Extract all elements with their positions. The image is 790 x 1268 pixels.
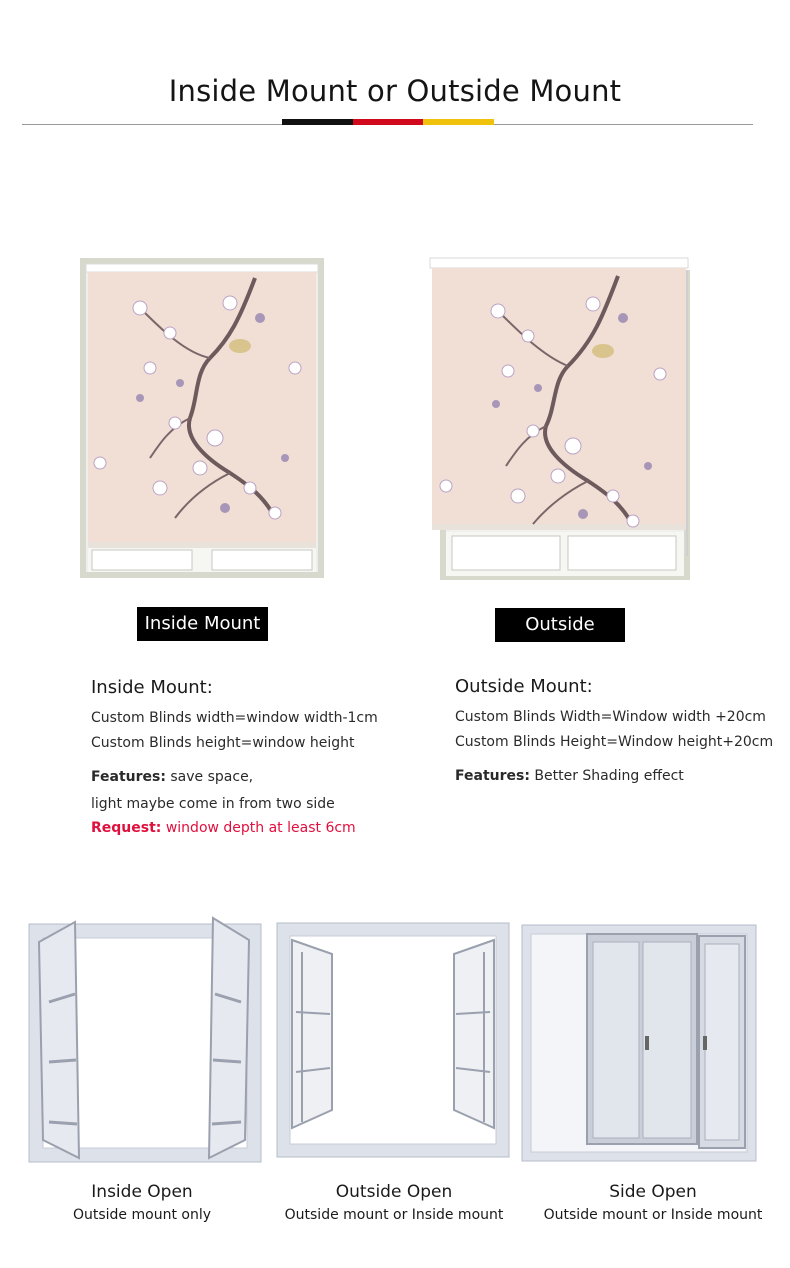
outside-mount-badge: Outside Mount (495, 608, 625, 642)
inside-mount-heading: Inside Mount: (91, 677, 213, 698)
inside-open-subtitle: Outside mount only (72, 1207, 212, 1223)
outside-mount-heading: Outside Mount: (455, 676, 593, 697)
outside-mount-photo (428, 256, 694, 580)
side-open-window-image (521, 924, 757, 1162)
inside-open-title: Inside Open (91, 1182, 193, 1202)
features-label: Features: (91, 769, 166, 785)
outside-mount-width-rule: Custom Blinds Width=Window width +20cm (455, 709, 766, 725)
outside-mount-features (455, 768, 684, 784)
request-label: Request: (91, 820, 162, 836)
inside-mount-photo (80, 258, 324, 578)
flag-stripe-gold (423, 119, 494, 125)
side-open-subtitle: Outside mount or Inside mount (543, 1207, 763, 1223)
inside-mount-width-rule: Custom Blinds width=window width-1cm (91, 710, 378, 726)
outside-mount-height-rule: Custom Blinds Height=Window height+20cm (455, 734, 774, 750)
features-text: save space, (165, 769, 254, 785)
outside-open-subtitle: Outside mount or Inside mount (284, 1207, 504, 1223)
inside-mount-request (91, 820, 356, 836)
flag-stripe-black (282, 119, 353, 125)
inside-mount-badge: Inside Mount (137, 607, 268, 641)
inside-mount-features-line2: light maybe come in from two side (91, 796, 335, 812)
inside-open-window-image (27, 912, 263, 1170)
side-open-title: Side Open (609, 1182, 697, 1202)
outside-open-title: Outside Open (335, 1182, 453, 1202)
outside-open-window-image (276, 922, 510, 1158)
inside-mount-height-rule: Custom Blinds height=window height (91, 735, 355, 751)
flag-stripe-red (353, 119, 424, 125)
request-text: window depth at least 6cm (161, 820, 356, 836)
features-text: Better Shading effect (529, 768, 684, 784)
features-label: Features: (455, 768, 530, 784)
inside-mount-features (91, 769, 253, 785)
flag-stripe (282, 119, 494, 125)
page-title: Inside Mount or Outside Mount (168, 74, 622, 108)
